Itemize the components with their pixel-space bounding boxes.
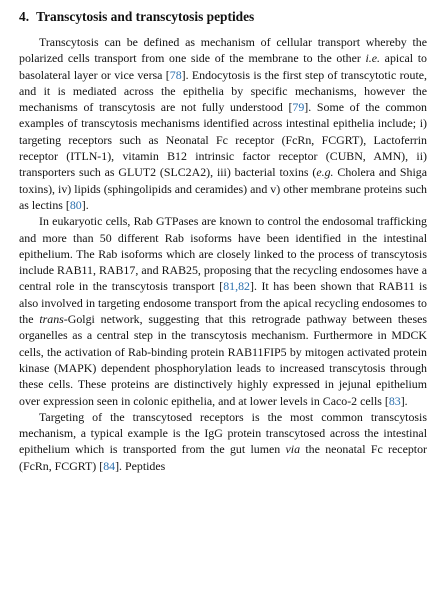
citation-link[interactable]: 78	[169, 67, 182, 82]
italic-term: e.g.	[316, 165, 334, 180]
body-text	[19, 34, 427, 474]
text-run: ].	[400, 393, 408, 408]
text-run: ]. Endocytosis is the first step of transcytotic route, and it is mediated across the epithelia by specific mechanisms, however the mechanisms of transcytosis are not fully understood [	[19, 67, 427, 115]
citation-link[interactable]: 84	[103, 458, 116, 473]
italic-term: via	[285, 442, 301, 457]
text-run: Cholera and Shiga toxins), iv) lipids (sphingolipids and ceramides) and v) other membrane proteins such as lectins [	[19, 165, 428, 212]
text-run: ]. Some of the common examples of transcytosis mechanisms identified across intestinal epithelia include; i) targeting receptors such as Neonatal Fc receptor (FcRn, FCGRT), Lactoferrin receptor (ITLN-1), vitamin B12 intrinsic factor receptor (CUBN, AMN), ii) transporters such as GLUT2 (SLC2A2), iii) bacterial toxins (	[19, 100, 427, 180]
citation-link[interactable]: 80	[69, 197, 82, 212]
text-run: Transcytosis can be defined as mechanism of cellular transport whereby the polarized cells transport from one side of the membrane to the other	[19, 35, 427, 66]
text-run: Targeting of the transcytosed receptors is the most common transcytosis mechanism, a typical example is the IgG protein transcytosed across the intestinal epithelium which is transported from the gut lumen	[19, 409, 427, 457]
citation-link[interactable]: 81,82	[223, 279, 250, 294]
italic-term: i.e.	[365, 51, 381, 66]
italic-term: trans	[39, 312, 64, 327]
section-title: Transcytosis and transcytosis peptides	[36, 9, 255, 24]
text-run: ].	[81, 197, 89, 212]
paragraph	[19, 213, 427, 409]
citation-link[interactable]: 79	[292, 100, 305, 115]
paragraph	[19, 409, 427, 474]
text-run: -Golgi network, suggesting that this retrograde pathway between theses organelles as a central step in the transcytosis mechanism. Furthermore in MDCK cells, the activation of Rab-binding protein RAB11FIP5 by mitogen activated protein kinase (MAPK) dependent phosphorylation leads to increased transcytosis through these cells. These proteins are distinctively highly expressed in jejunal epithelium over expression seen in colonic epithelia, and at lower levels in Caco-2 cells [	[19, 312, 427, 408]
text-run: apical to basolateral layer or vice versa [	[19, 51, 427, 82]
text-run: In eukaryotic cells, Rab GTPases are known to control the endosomal trafficking and more than 50 different Rab isoforms have been identified in the intestinal epithelium. The Rab isoforms which are closely linked to the process of transcytosis include RAB11, RAB17, and RAB25, proposing that the recycling endosomes have a central role in the transcytosis transport [	[19, 214, 427, 294]
text-run: the neonatal Fc receptor (FcRn, FCGRT) [	[19, 442, 427, 473]
text-run: ]. It has been shown that RAB11 is also involved in targeting endosome transport from the apical recycling endosomes to the	[19, 279, 427, 327]
section-heading	[19, 8, 427, 26]
citation-link[interactable]: 83	[388, 393, 401, 408]
text-run: ]. Peptides	[115, 458, 166, 473]
paragraph	[19, 34, 427, 213]
section-number: 4.	[19, 9, 30, 24]
